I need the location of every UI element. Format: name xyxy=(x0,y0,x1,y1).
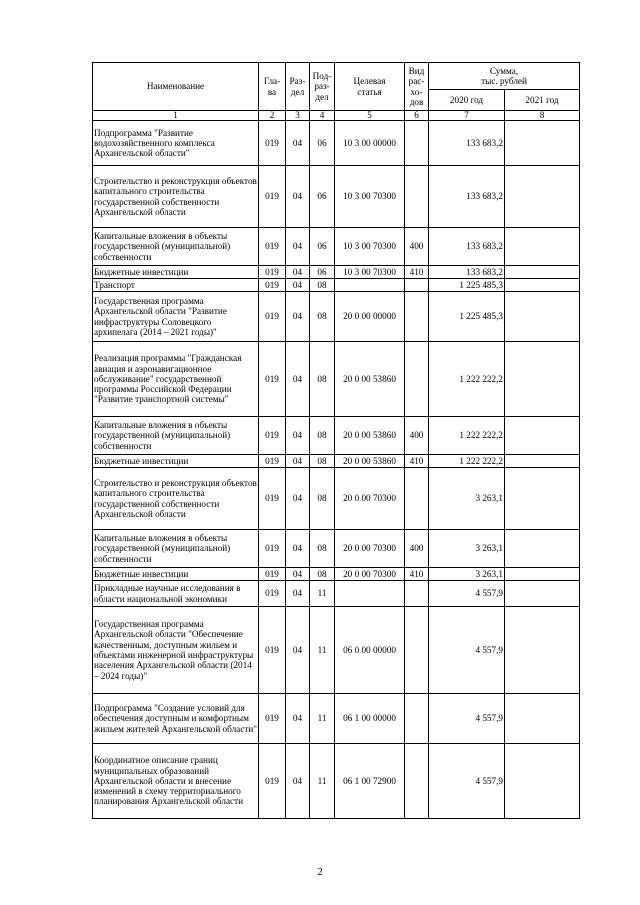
row-target: 20 0 00 53860 xyxy=(335,417,405,455)
row-chapter: 019 xyxy=(259,694,286,744)
row-amount-2021 xyxy=(505,581,580,607)
row-target: 20 0 00 70300 xyxy=(335,530,405,568)
row-expense-type xyxy=(405,342,429,417)
table-body xyxy=(93,121,580,819)
row-chapter: 019 xyxy=(259,568,286,581)
row-subsection: 11 xyxy=(310,607,335,694)
row-section: 04 xyxy=(286,417,310,455)
header-section-text: Раз- дел xyxy=(289,76,306,97)
row-subsection: 06 xyxy=(310,121,335,166)
row-subsection: 11 xyxy=(310,744,335,819)
row-amount-2021 xyxy=(505,607,580,694)
row-section: 04 xyxy=(286,228,310,266)
row-expense-type xyxy=(405,279,429,292)
row-chapter: 019 xyxy=(259,530,286,568)
row-amount-2021 xyxy=(505,455,580,468)
row-amount-2020: 133 683,2 xyxy=(429,228,505,266)
table-row xyxy=(93,417,580,455)
row-section: 04 xyxy=(286,166,310,228)
column-number-row xyxy=(93,111,580,121)
header-subsection-text: Под- раз- дел xyxy=(312,71,332,102)
row-name: Государственная программа Архангельской области "Обеспечение качественным, доступным жильем и объектами инженерной инфраструктуры населения Архангельской области (2014 – 2024 годы)" xyxy=(93,607,259,694)
row-section: 04 xyxy=(286,568,310,581)
row-amount-2020: 133 683,2 xyxy=(429,266,505,279)
row-target: 20 0 00 70300 xyxy=(335,468,405,530)
row-amount-2020: 1 222 222,2 xyxy=(429,417,505,455)
row-amount-2021 xyxy=(505,694,580,744)
table-row xyxy=(93,568,580,581)
row-amount-2020: 3 263,1 xyxy=(429,568,505,581)
row-chapter: 019 xyxy=(259,744,286,819)
header-section xyxy=(286,63,310,111)
row-section: 04 xyxy=(286,121,310,166)
header-name-text: Наименование xyxy=(146,81,205,92)
row-expense-type xyxy=(405,581,429,607)
table-row xyxy=(93,468,580,530)
row-subsection: 11 xyxy=(310,694,335,744)
row-section: 04 xyxy=(286,292,310,342)
row-subsection: 06 xyxy=(310,228,335,266)
row-chapter: 019 xyxy=(259,228,286,266)
row-target: 20 0 00 53860 xyxy=(335,455,405,468)
row-section: 04 xyxy=(286,581,310,607)
row-amount-2020: 4 557,9 xyxy=(429,581,505,607)
row-amount-2021 xyxy=(505,468,580,530)
row-chapter: 019 xyxy=(259,455,286,468)
row-name: Капитальные вложения в объекты государственной (муниципальной) собственности xyxy=(93,417,259,455)
table-header xyxy=(93,63,580,121)
column-number: 8 xyxy=(505,111,580,121)
row-name: Бюджетные инвестиции xyxy=(93,568,259,581)
row-amount-2021 xyxy=(505,166,580,228)
row-amount-2021 xyxy=(505,292,580,342)
row-amount-2020: 1 225 485,3 xyxy=(429,279,505,292)
row-chapter: 019 xyxy=(259,279,286,292)
header-chapter xyxy=(259,63,286,111)
row-chapter: 019 xyxy=(259,342,286,417)
row-subsection: 08 xyxy=(310,530,335,568)
row-amount-2021 xyxy=(505,121,580,166)
row-amount-2021 xyxy=(505,228,580,266)
column-number: 3 xyxy=(286,111,310,121)
budget-table xyxy=(92,62,580,819)
row-name: Бюджетные инвестиции xyxy=(93,455,259,468)
header-chapter-text: Гла- ва xyxy=(263,76,281,97)
row-target xyxy=(335,279,405,292)
row-amount-2021 xyxy=(505,530,580,568)
row-amount-2020: 1 222 222,2 xyxy=(429,342,505,417)
row-chapter: 019 xyxy=(259,292,286,342)
column-number: 4 xyxy=(310,111,335,121)
header-year-2020 xyxy=(429,90,505,111)
row-subsection: 08 xyxy=(310,455,335,468)
row-chapter: 019 xyxy=(259,121,286,166)
row-name: Подпрограмма "Развитие водохозяйственного комплекса Архангельской области" xyxy=(93,121,259,166)
row-section: 04 xyxy=(286,468,310,530)
row-expense-type: 400 xyxy=(405,228,429,266)
row-subsection: 08 xyxy=(310,417,335,455)
row-amount-2021 xyxy=(505,342,580,417)
row-target: 06 0 00 00000 xyxy=(335,607,405,694)
row-target: 20 0 00 53860 xyxy=(335,342,405,417)
header-sum xyxy=(429,63,580,90)
header-name xyxy=(93,63,259,111)
row-target: 10 3 00 00000 xyxy=(335,121,405,166)
row-section: 04 xyxy=(286,607,310,694)
row-subsection: 08 xyxy=(310,292,335,342)
header-target-text: Целевая статья xyxy=(353,76,386,97)
row-amount-2020: 3 263,1 xyxy=(429,530,505,568)
row-chapter: 019 xyxy=(259,266,286,279)
row-chapter: 019 xyxy=(259,607,286,694)
row-expense-type xyxy=(405,744,429,819)
table-row xyxy=(93,455,580,468)
row-target: 06 1 00 72900 xyxy=(335,744,405,819)
row-subsection: 06 xyxy=(310,266,335,279)
row-amount-2020: 133 683,2 xyxy=(429,121,505,166)
row-name: Капитальные вложения в объекты государственной (муниципальной) собственности xyxy=(93,228,259,266)
header-target xyxy=(335,63,405,111)
row-subsection: 08 xyxy=(310,568,335,581)
row-name: Реализация программы "Гражданская авиация и аэронавигационное обслуживание" государственной программы Российской Федерации "Развитие транспортной системы" xyxy=(93,342,259,417)
row-subsection: 08 xyxy=(310,468,335,530)
row-target: 10 3 00 70300 xyxy=(335,166,405,228)
table-row xyxy=(93,342,580,417)
row-expense-type: 400 xyxy=(405,530,429,568)
row-chapter: 019 xyxy=(259,581,286,607)
row-section: 04 xyxy=(286,744,310,819)
header-subsection xyxy=(310,63,335,111)
row-name: Строительство и реконструкция объектов капитального строительства государственной собственности Архангельской области xyxy=(93,166,259,228)
table-row xyxy=(93,228,580,266)
row-target: 06 1 00 00000 xyxy=(335,694,405,744)
row-amount-2021 xyxy=(505,266,580,279)
row-subsection: 08 xyxy=(310,342,335,417)
row-target: 10 3 00 70300 xyxy=(335,266,405,279)
header-year-2021 xyxy=(505,90,580,111)
row-amount-2020: 133 683,2 xyxy=(429,166,505,228)
row-expense-type: 410 xyxy=(405,568,429,581)
row-section: 04 xyxy=(286,266,310,279)
row-expense-type: 410 xyxy=(405,266,429,279)
row-amount-2020: 4 557,9 xyxy=(429,744,505,819)
row-chapter: 019 xyxy=(259,417,286,455)
row-expense-type xyxy=(405,468,429,530)
row-chapter: 019 xyxy=(259,166,286,228)
row-amount-2020: 4 557,9 xyxy=(429,607,505,694)
table-row xyxy=(93,694,580,744)
row-name: Государственная программа Архангельской области "Развитие инфраструктуры Соловецкого архипелага (2014 – 2021 годы)" xyxy=(93,292,259,342)
row-subsection: 08 xyxy=(310,279,335,292)
row-expense-type: 410 xyxy=(405,455,429,468)
page-number: 2 xyxy=(317,866,323,878)
header-expense-type xyxy=(405,63,429,111)
row-amount-2020: 1 225 485,3 xyxy=(429,292,505,342)
column-number: 5 xyxy=(335,111,405,121)
row-amount-2020: 1 222 222,2 xyxy=(429,455,505,468)
row-expense-type xyxy=(405,694,429,744)
row-amount-2021 xyxy=(505,279,580,292)
row-section: 04 xyxy=(286,455,310,468)
header-expense-type-text: Вид рас- хо- дов xyxy=(408,65,425,107)
row-section: 04 xyxy=(286,530,310,568)
table-row xyxy=(93,266,580,279)
table-row xyxy=(93,166,580,228)
row-target: 20 0 00 70300 xyxy=(335,568,405,581)
row-section: 04 xyxy=(286,279,310,292)
table-row xyxy=(93,744,580,819)
row-target: 10 3 00 70300 xyxy=(335,228,405,266)
row-expense-type xyxy=(405,121,429,166)
row-expense-type xyxy=(405,292,429,342)
table-row xyxy=(93,581,580,607)
row-subsection: 06 xyxy=(310,166,335,228)
row-amount-2020: 4 557,9 xyxy=(429,694,505,744)
row-amount-2021 xyxy=(505,417,580,455)
column-number: 7 xyxy=(429,111,505,121)
row-name: Капитальные вложения в объекты государственной (муниципальной) собственности xyxy=(93,530,259,568)
row-expense-type xyxy=(405,166,429,228)
header-year-2020-text: 2020 год xyxy=(449,94,484,105)
row-section: 04 xyxy=(286,342,310,417)
row-name: Координатное описание границ муниципальных образований Архангельской области и внесение изменений в схему территориального планирования Архангельской области xyxy=(93,744,259,819)
row-target: 20 0 00 00000 xyxy=(335,292,405,342)
row-subsection: 11 xyxy=(310,581,335,607)
row-name: Прикладные научные исследования в области национальной экономики xyxy=(93,581,259,607)
row-chapter: 019 xyxy=(259,468,286,530)
row-name: Подпрограмма "Создание условий для обеспечения доступным и комфортным жильем жителей Архангельской области" xyxy=(93,694,259,744)
table-row xyxy=(93,121,580,166)
row-name: Транспорт xyxy=(93,279,259,292)
column-number: 6 xyxy=(405,111,429,121)
row-expense-type: 400 xyxy=(405,417,429,455)
row-name: Строительство и реконструкция объектов капитального строительства государственной собственности Архангельской области xyxy=(93,468,259,530)
row-name: Бюджетные инвестиции xyxy=(93,266,259,279)
row-section: 04 xyxy=(286,694,310,744)
column-number: 2 xyxy=(259,111,286,121)
row-amount-2021 xyxy=(505,744,580,819)
row-expense-type xyxy=(405,607,429,694)
table-row xyxy=(93,530,580,568)
column-number: 1 xyxy=(93,111,259,121)
header-sum-text: Сумма, тыс. рублей xyxy=(481,65,527,86)
table-row xyxy=(93,607,580,694)
row-amount-2021 xyxy=(505,568,580,581)
table-row xyxy=(93,292,580,342)
table-row xyxy=(93,279,580,292)
header-year-2021-text: 2021 год xyxy=(525,94,559,105)
row-amount-2020: 3 263,1 xyxy=(429,468,505,530)
row-target xyxy=(335,581,405,607)
